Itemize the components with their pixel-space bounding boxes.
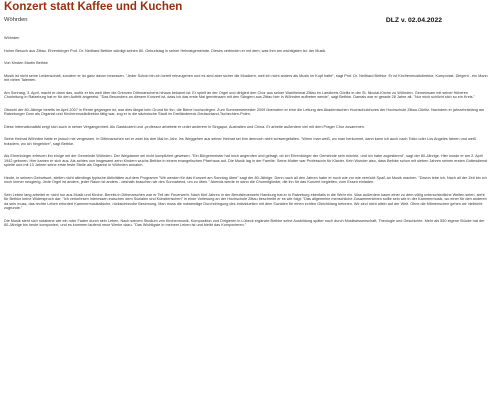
paragraph-body: Obwohl der 80-Jährige bereits im April 2007 in Rente gegangen ist, war dies längst kein Grund für ihn, die Beine hochzulegen. Zum Sommersemester 2009 übernahm er eine die Leitung des Akademischen Hochschulchores der Hochschule Zittau-Görlitz. Nachdem er jahrzehntelang am Ratzeburger Dom als Organist und Kirchenmusikdirektor tätig war, zog er in die sächsische Stadt im Dreiländereck Deutschland-Tschechien-Polen. — [4, 107, 485, 117]
paragraph-body: Sein Leben lang arbeitet er nicht nur aus Musik und Kirche. Bereits in Dithmarschen war er Teil der Feuerwehr. Nach fünf Jahren in der Berufsfeuerwehr Hamburg trat er in Ratzeburg ebenfalls in die Wehr ein. Was außerdem kaum einer zu dem völlig unterschiedliche Welten seien, sieht für Bethke keine Widerspruch dar: "Ich verkehrsen Interessen zwischen dem Sozialen und Künstlerischen" in einer Vorlesung an der Hochschule Zittau beschreibt er es wie folgt: "Das allgemeine menschliche Zusammenleben sollte sein wie in der Kammermusik, wo einer für den anderen da sein muss, das rechte Leben erfordert Kammermusikalische, rücksichtsvolle Besinnung. Man muss die notwendige Durchdringung des Individuellen mit dem Sozialen für einen echten Gleichklang betonen. Wir sind nicht allein auf der Welt. Ohne die Mitmenschen gehen wir vielleicht zugrunde." — [4, 192, 487, 210]
article-title: Konzert statt Kaffee und Kuchen — [4, 1, 183, 13]
paragraph-dateline: Wöhrden — [4, 36, 20, 40]
paragraph-body: Die Musik steht sich notabene wie ein roter Faden durch sein Leben. Nach seinem Studium von Kirchenmusik, Komposition und Dirigieren in Lübeck ergänzte Bethke seine Ausbildung später noch durch Musikwissenschaft, Theologie und Geschichte. Mehr als 550 eigene Stücke hat der 80-Jährige bis heute komponiert, und es kommen laufend neue Werke dazu. "Das Wichtigste in meinem Leben ist und bleibt das Komponieren." — [4, 218, 485, 227]
paragraph-body: Musik ist nicht seine Leidenschaft, sondern er ist ganz davon besessen. "Jeder Schub bin ich bereit reinzugehen und es sind aber sicher die Musikern, weil ich nicht anders als Musik im Kopf hatte", sagt Prof. Dr. Neithard Bethke. Er ist Kirchenmusikdirektor, Komponist, Dirigent - ein Mann mit vielen Talenten. — [4, 73, 488, 83]
paragraph-byline: Von Kirsten Martin Bethke — [4, 61, 48, 66]
paragraph-body: Diese Internationalität zeigt sich auch in seiner Vergangenheit. Als Gastdozent und -professor arbeitete er unter anderem in Singapur, Australien und China. Er arbeite außerdem viel mit dem Prager Chor zusammen. — [4, 124, 365, 129]
paragraph-body: Als Ehrenbürger erfreuen ihn einige mit der Gemeinde Wöhrden. Der Wegdamm sei nicht kompliziert gewesen. "Ein Bürgermeister hat mich angerufen und gefragt, ob ich Ehrenbürger der Gemeinde sein möchte, und ich habe zugestimmt", sagt der 80-Jährige. Hier wurde er am 2. April 1942 geboren. Hier kamen er sich aus. Als achtes von insgesamt zehn Kindern wuchs Bethke in einem evangelischen Pfarrhaus auf. Die Musik lag in der Familie. Seine Mutter war Professorin für Klavier. Kein Wunder also, dass Bethke schon mit sieben Jahren seinen ersten Gottesdienst spielte und mit 13 Jahren seine erste feste Stelle als Organist in Wöhrden annahm. — [4, 154, 488, 168]
source-label: DLZ v. 02.04.2022 — [385, 17, 442, 24]
paragraph-body: Am Sonntag, 3. April, macht er dann das, wofür er bis weit über die Grenzen Dithmarschens hinaus bekannt ist: Er spielt an der Orgel und dirigiert den Chor aus seiner Wahlheimat Zittau im Landkreis Görlitz in der St. Nicolai-Kirche zu Wöhrden. Gemeinsam mit seiner früheren Chorleitung in Ratzeburg hat er für den Auftritt angereist. "Das Besonders an diesem Konzert ist, dass ich das erste Mal gemeinsam mit den Sängern aus Zittau hier in Wöhrden auftreten werde", sagt Bethke. Damals war er gerade 28 Jahre alt. "Nur mich schlicht sich so ein Kreis." — [4, 90, 475, 100]
location-line: Wöhrden — [4, 17, 28, 23]
article-body — [4, 36, 488, 236]
paragraph-lead: Hoher Besuch aus Zittau. Ehrenbürger Prof. Dr. Neithard Bethke würdigt seinen 80. Geburtstag in seiner Heimatgemeinde. Dieses verbinden er mit dem, was ihm am wichtigsten ist: der Musik. — [4, 48, 327, 53]
paragraph-body: Heute, in seinem Geburtsort, stellen nicht allerdings typische Aktivitäten auf dem Programm "Wir werden für das Konzert am Sonntag üben" sagt der 80-Jährige. Denn nach all den Jahren habe er noch wie vor wie verrückt Spaß an Musik machen. "Davon lebe ich. Nach all der Zeit bin ich noch immer neugierig. Jede Orgel ist anders, jeder Raum ist anders - deshalb brauchen wir den Sonnabend, um zu üben." Abends werde er dann die Chormitglieder, die ihn für das Konzert begleiten, zum Essen einladen. — [4, 175, 487, 185]
paragraph-body: Seine Heimat Wöhrden hatte er jedoch nie vergessen. In Dithmarschen sei er zwei bis drei Mal im Jahr. Ins Weggehen aus seiner Heimat sei ihm dennoch nicht schwergefallen. "Wenn man weiß, wo man herkommt, dann kann ich auch nach Tokio oder Los Angeles fahren und weiß trotzdem, wo ich hingehöre", sagt Bethke. — [4, 137, 476, 146]
